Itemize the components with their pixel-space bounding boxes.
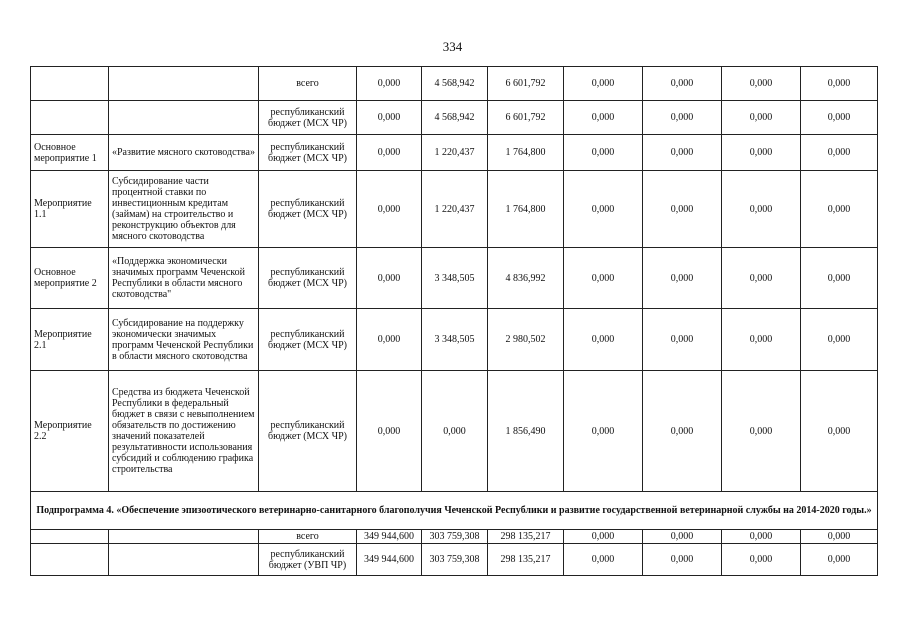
row-value: 0,000 — [357, 101, 422, 135]
row-value: 0,000 — [564, 171, 643, 248]
row-value: 0,000 — [801, 309, 878, 371]
row-value: 0,000 — [722, 544, 801, 576]
row-source: республиканский бюджет (МСХ ЧР) — [259, 135, 357, 171]
row-value: 0,000 — [643, 371, 722, 492]
row-value: 0,000 — [564, 101, 643, 135]
table-row — [31, 101, 878, 135]
row-value: 0,000 — [801, 371, 878, 492]
row-value: 0,000 — [564, 67, 643, 101]
table-row — [31, 371, 878, 492]
row-value: 303 759,308 — [422, 530, 488, 544]
table-row — [31, 530, 878, 544]
subprogram-title: Подпрограмма 4. «Обеспечение эпизоотического ветеринарно-санитарного благополучия Чеченской Республики и развитие государственной ветеринарной службы на 2014-2020 годы.» — [31, 492, 878, 530]
row-value: 3 348,505 — [422, 248, 488, 309]
table-row — [31, 248, 878, 309]
table-row — [31, 67, 878, 101]
row-value: 1 764,800 — [488, 171, 564, 248]
row-code: Основное мероприятие 2 — [31, 248, 109, 309]
row-code — [31, 544, 109, 576]
row-name — [109, 530, 259, 544]
row-value: 0,000 — [643, 101, 722, 135]
row-value: 0,000 — [643, 544, 722, 576]
row-value: 4 568,942 — [422, 67, 488, 101]
row-value: 1 764,800 — [488, 135, 564, 171]
row-code: Основное мероприятие 1 — [31, 135, 109, 171]
row-value: 0,000 — [643, 248, 722, 309]
row-value: 0,000 — [722, 171, 801, 248]
row-name — [109, 101, 259, 135]
row-value: 0,000 — [801, 171, 878, 248]
row-code: Мероприятие 2.1 — [31, 309, 109, 371]
row-source: всего — [259, 530, 357, 544]
row-source: республиканский бюджет (МСХ ЧР) — [259, 248, 357, 309]
row-value: 0,000 — [643, 309, 722, 371]
row-value: 0,000 — [722, 248, 801, 309]
table-row — [31, 309, 878, 371]
row-value: 0,000 — [357, 135, 422, 171]
page-number: 334 — [442, 39, 463, 54]
row-code — [31, 67, 109, 101]
row-code — [31, 101, 109, 135]
row-name: «Развитие мясного скотоводства» — [109, 135, 259, 171]
row-value: 0,000 — [564, 371, 643, 492]
row-value: 6 601,792 — [488, 67, 564, 101]
row-value: 0,000 — [643, 171, 722, 248]
row-name: Субсидирование части процентной ставки по инвестиционным кредитам (займам) на строительство и реконструкцию объектов для мясного скотоводства — [109, 171, 259, 248]
row-value: 0,000 — [801, 544, 878, 576]
row-value: 0,000 — [722, 530, 801, 544]
budget-table — [30, 66, 878, 576]
row-name: Средства из бюджета Чеченской Республики в федеральный бюджет в связи с невыполнением обязательств по достижению значений показателей результативности использования субсидий и соблюдению графика строительства — [109, 371, 259, 492]
row-source: республиканский бюджет (МСХ ЧР) — [259, 171, 357, 248]
row-value: 1 856,490 — [488, 371, 564, 492]
row-value: 0,000 — [643, 530, 722, 544]
row-value: 0,000 — [801, 101, 878, 135]
row-value: 0,000 — [722, 135, 801, 171]
row-value: 0,000 — [564, 530, 643, 544]
table-body — [31, 67, 878, 576]
row-value: 0,000 — [801, 135, 878, 171]
row-source: республиканский бюджет (МСХ ЧР) — [259, 309, 357, 371]
row-value: 298 135,217 — [488, 544, 564, 576]
row-source: республиканский бюджет (МСХ ЧР) — [259, 101, 357, 135]
row-value: 0,000 — [357, 309, 422, 371]
row-value: 349 944,600 — [357, 530, 422, 544]
row-value: 0,000 — [722, 309, 801, 371]
row-code: Мероприятие 1.1 — [31, 171, 109, 248]
row-value: 0,000 — [564, 309, 643, 371]
table-row — [31, 544, 878, 576]
row-value: 349 944,600 — [357, 544, 422, 576]
row-value: 1 220,437 — [422, 171, 488, 248]
row-value: 0,000 — [801, 67, 878, 101]
table-row — [31, 171, 878, 248]
row-name: «Поддержка экономически значимых программ Чеченской Республики в области мясного скотоводства" — [109, 248, 259, 309]
row-value: 3 348,505 — [422, 309, 488, 371]
row-value: 0,000 — [357, 371, 422, 492]
row-name — [109, 544, 259, 576]
row-value: 6 601,792 — [488, 101, 564, 135]
row-value: 0,000 — [722, 371, 801, 492]
row-value: 0,000 — [564, 135, 643, 171]
row-value: 0,000 — [722, 67, 801, 101]
row-value: 0,000 — [357, 67, 422, 101]
subprogram-row — [31, 492, 878, 530]
row-value: 0,000 — [643, 67, 722, 101]
row-value: 4 836,992 — [488, 248, 564, 309]
row-value: 2 980,502 — [488, 309, 564, 371]
row-code — [31, 530, 109, 544]
row-source: республиканский бюджет (УВП ЧР) — [259, 544, 357, 576]
row-value: 0,000 — [801, 530, 878, 544]
row-value: 0,000 — [722, 101, 801, 135]
row-code: Мероприятие 2.2 — [31, 371, 109, 492]
row-value: 0,000 — [357, 248, 422, 309]
row-name: Субсидирование на поддержку экономически значимых программ Чеченской Республики в области мясного скотоводства — [109, 309, 259, 371]
row-value: 298 135,217 — [488, 530, 564, 544]
row-value: 1 220,437 — [422, 135, 488, 171]
row-value: 303 759,308 — [422, 544, 488, 576]
row-value: 4 568,942 — [422, 101, 488, 135]
row-value: 0,000 — [422, 371, 488, 492]
row-value: 0,000 — [357, 171, 422, 248]
row-source: республиканский бюджет (МСХ ЧР) — [259, 371, 357, 492]
row-value: 0,000 — [564, 544, 643, 576]
row-source: всего — [259, 67, 357, 101]
table-row — [31, 135, 878, 171]
row-value: 0,000 — [564, 248, 643, 309]
row-value: 0,000 — [801, 248, 878, 309]
row-value: 0,000 — [643, 135, 722, 171]
row-name — [109, 67, 259, 101]
